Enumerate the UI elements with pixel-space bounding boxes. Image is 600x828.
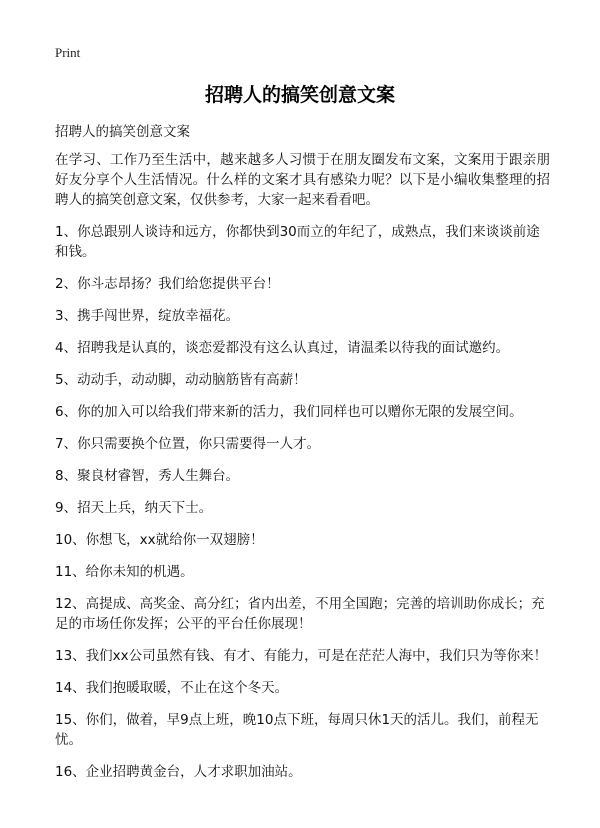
list-item: 3、携手闯世界，绽放幸福花。 [55,308,240,324]
list-item: 14、我们抱暖取暖，不止在这个冬天。 [55,680,289,696]
document-title: 招聘人的搞笑创意文案 [204,84,395,106]
list-item: 1、你总跟别人谈诗和远方，你都快到30而立的年纪了，成熟点，我们来谈谈前途和钱。 [55,224,540,260]
list-item: 11、给你未知的机遇。 [55,564,194,580]
list-item: 16、企业招聘黄金台，人才求职加油站。 [55,764,302,780]
list-item: 2、你斗志昂扬？我们给您提供平台！ [55,276,280,292]
list-item: 5、动动手，动动脚，动动脑筋皆有高薪！ [55,372,307,388]
list-item: 4、招聘我是认真的，谈恋爱都没有这么认真过，请温柔以待我的面试邀约。 [55,340,510,356]
print-label: Print [55,45,81,60]
list-item: 13、我们xx公司虽然有钱、有才、有能力，可是在茫茫人海中，我们只为等你来！ [55,648,548,664]
document-body [55,150,550,794]
intro-paragraph: 在学习、工作乃至生活中，越来越多人习惯于在朋友圈发布文案，文案用于跟亲朋好友分享个人生活情况。什么样的文案才具有感染力呢？以下是小编收集整理的招聘人的搞笑创意文案，仅供参考，大家一起来看看吧。 [55,152,550,208]
list-item: 6、你的加入可以给我们带来新的活力，我们同样也可以赠你无限的发展空间。 [55,404,523,420]
list-item: 12、高提成、高奖金、高分红；省内出差，不用全国跑；完善的培训助你成长；充足的市场任你发挥；公平的平台任你展现！ [55,596,545,632]
document-subtitle: 招聘人的搞笑创意文案 [55,124,190,140]
list-item: 8、聚良材睿智，秀人生舞台。 [55,468,240,484]
list-item: 9、招天上兵，纳天下士。 [55,500,213,516]
list-item: 15、你们，做着，早9点上班，晚10点下班，每周只休1天的活儿。我们，前程无忧。 [55,712,539,748]
list-item: 7、你只需要换个位置，你只需要得一人才。 [55,436,321,452]
list-item: 10、你想飞，xx就给你一双翅膀！ [55,532,264,548]
